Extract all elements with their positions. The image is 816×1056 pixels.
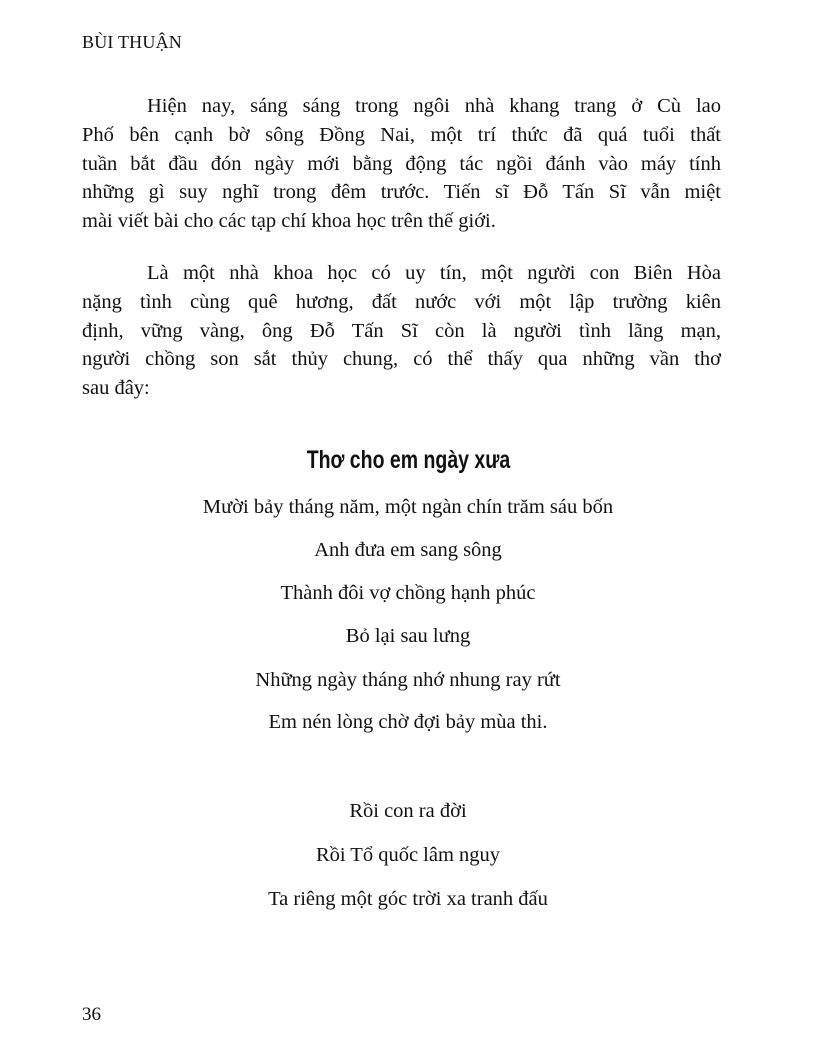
poem-line: Rồi con ra đời [349,800,467,822]
text-line: Hiện nay, sáng sáng trong ngôi nhà khang trang ở Cù lao [147,95,721,117]
poem-line: Mười bảy tháng năm, một ngàn chín trăm sáu bốn [202,496,614,518]
text-line: nặng tình cùng quê hương, đất nước với một lập trường kiên [82,290,721,313]
text-line: Phố bên cạnh bờ sông Đồng Nai, một trí thức đã quá tuổi thất [82,123,721,146]
text-line: những gì suy nghĩ trong đêm trước. Tiến sĩ Đỗ Tấn Sĩ vẫn miệt [82,181,721,204]
text-line: tuần bắt đầu đón ngày mới bằng động tác ngồi đánh vào máy tính [82,152,721,175]
text-line: sau đây: [82,377,150,400]
poem-line: Thành đôi vợ chồng hạnh phúc [280,582,536,604]
poem-line: Em nén lòng chờ đợi bảy mùa thi. [268,711,548,733]
poem-line: Ta riêng một góc trời xa tranh đấu [268,888,548,910]
poem-line: Bỏ lại sau lưng [345,625,471,647]
poem-line: Những ngày tháng nhớ nhung ray rứt [255,669,561,691]
running-header: BÙI THUẬN [82,32,182,52]
poem-line: Rồi Tổ quốc lâm nguy [315,844,501,866]
poem-title [0,446,816,475]
text-line: mài viết bài cho các tạp chí khoa học trên thế giới. [82,210,496,233]
text-line: người chồng son sắt thủy chung, có thể thấy qua những vần thơ [82,348,721,371]
paragraph-1 [82,92,721,236]
text-line: định, vững vàng, ông Đỗ Tấn Sĩ còn là người tình lãng mạn, [82,319,721,342]
poem-title-text: Thơ cho em ngày xưa [306,446,510,474]
paragraph-2 [82,259,721,403]
poem-line: Anh đưa em sang sông [314,539,502,561]
text-line: Là một nhà khoa học có uy tín, một người con Biên Hòa [147,262,721,284]
page-number: 36 [82,1004,101,1025]
